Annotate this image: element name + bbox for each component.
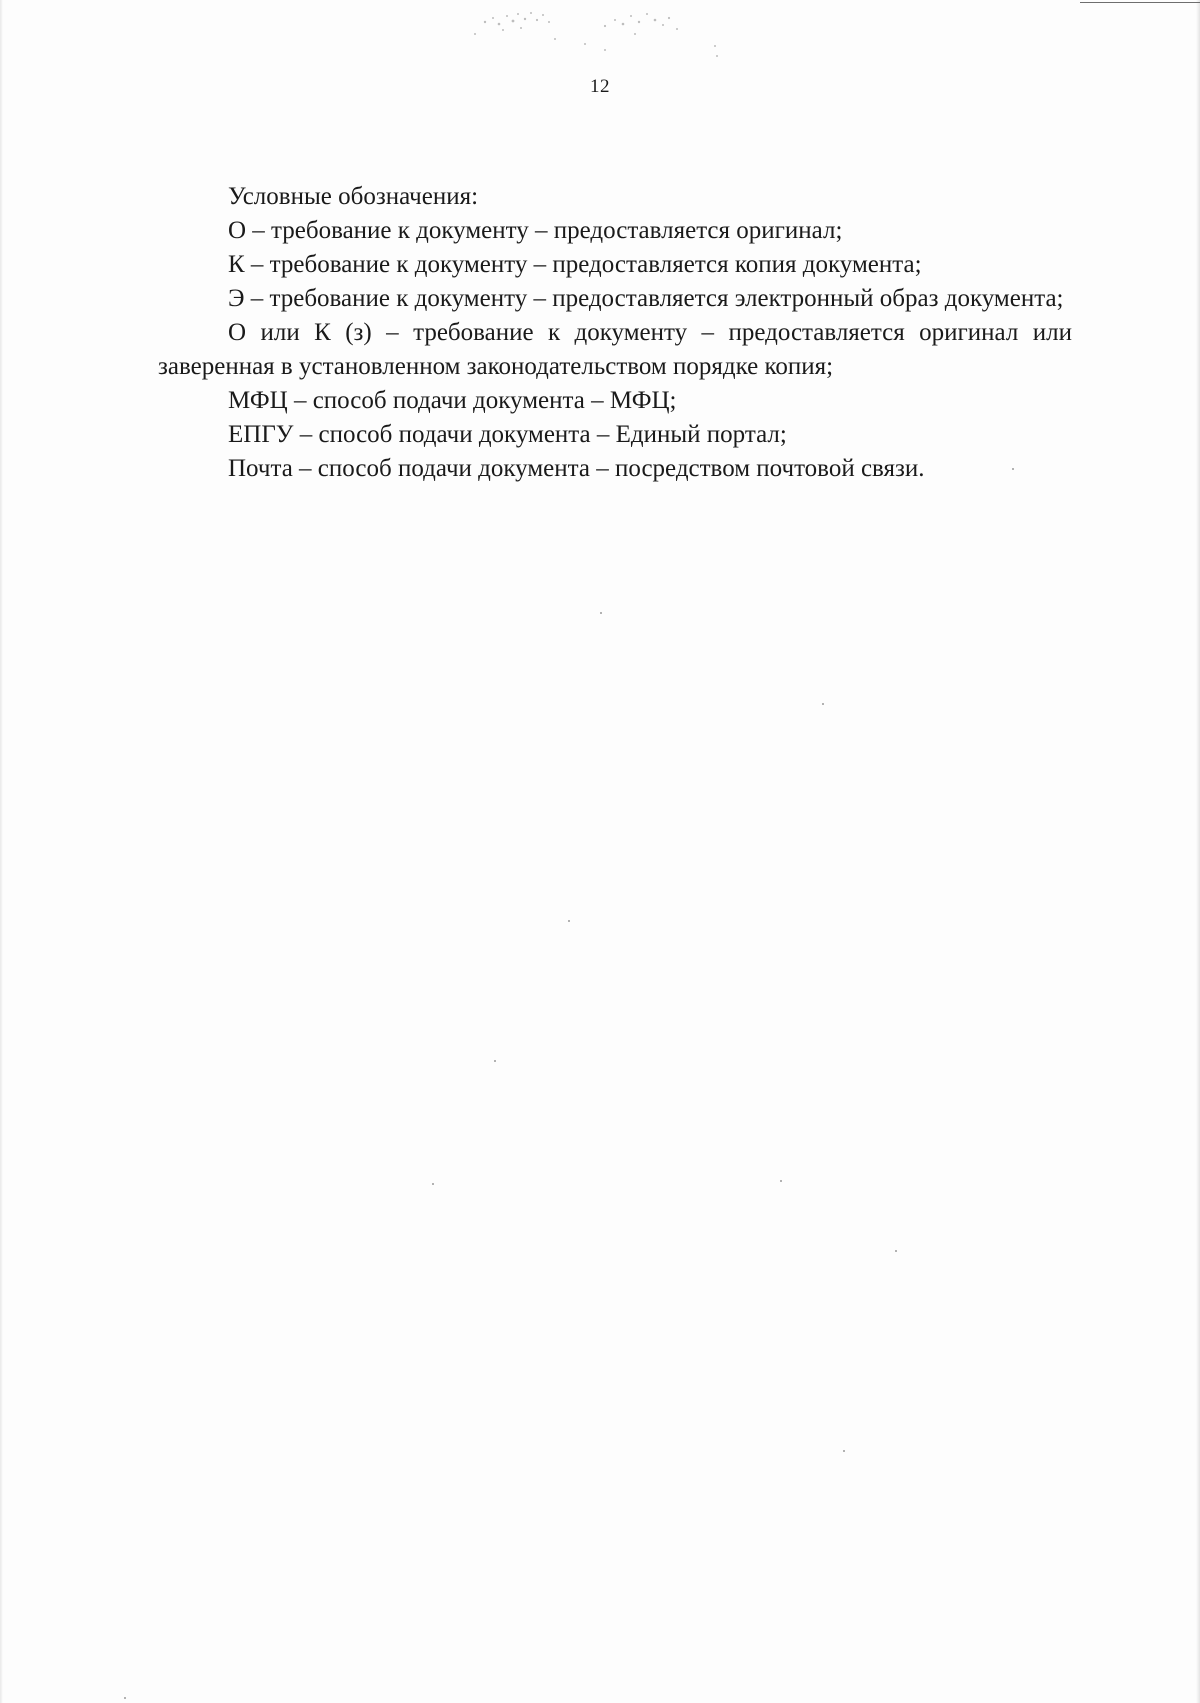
legend-block — [158, 180, 1072, 486]
legend-item-mfc: МФЦ – способ подачи документа – МФЦ; — [228, 387, 677, 414]
scan-speckle — [600, 612, 602, 614]
scan-top-line — [1080, 2, 1200, 3]
scan-speckle — [568, 920, 570, 922]
scan-right-edge — [1196, 0, 1200, 1703]
page-number: 12 — [590, 76, 610, 97]
scan-speckle — [822, 703, 824, 705]
scan-left-edge — [0, 0, 3, 1703]
legend-item-copy: К – требование к документу – предоставляется копия документа; — [228, 251, 922, 278]
legend-item-epgu: ЕПГУ – способ подачи документа – Единый портал; — [228, 421, 787, 448]
legend-item-original: О – требование к документу – предоставляется оригинал; — [228, 217, 843, 244]
scan-speckle — [124, 1697, 126, 1699]
scan-speckle — [494, 1060, 496, 1062]
scan-speckle — [843, 1450, 845, 1452]
legend-item-original-or-certified-copy: О или К (з) – требование к документу – предоставляется оригинал или заверенная в установленном законодательством порядке копия; — [158, 319, 1072, 380]
legend-item-electronic: Э – требование к документу – предоставляется электронный образ документа; — [228, 285, 1064, 312]
scan-smudge — [455, 4, 735, 64]
scan-speckle — [432, 1183, 434, 1185]
legend-heading: Условные обозначения: — [228, 183, 479, 210]
legend-item-post: Почта – способ подачи документа – посредством почтовой связи. — [228, 455, 925, 482]
scan-speckle — [780, 1180, 782, 1182]
scan-speckle — [895, 1250, 897, 1252]
